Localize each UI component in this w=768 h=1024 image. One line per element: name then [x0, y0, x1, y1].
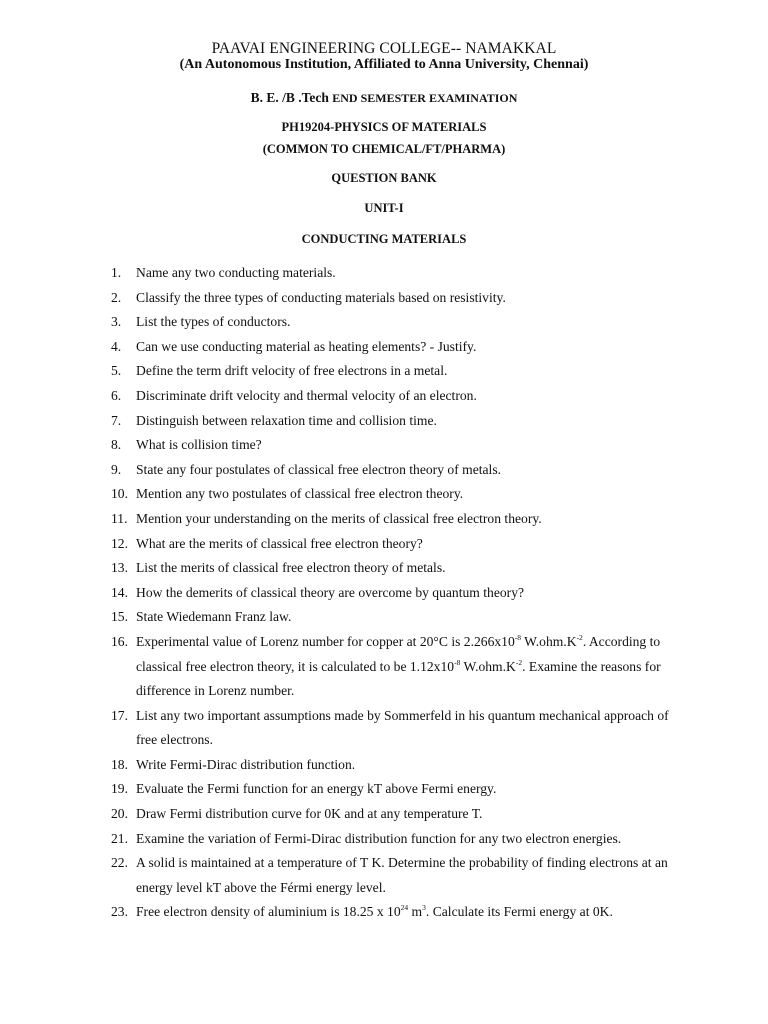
question-item [0, 359, 768, 384]
topic-heading: CONDUCTING MATERIALS [301, 232, 467, 246]
question-item [0, 802, 768, 827]
course-title: PH19204-PHYSICS OF MATERIALS [281, 120, 487, 134]
question-text: List any two important assumptions made by Sommerfeld in his quantum mechanical approach of free electrons. [136, 707, 669, 748]
question-number: 6. [111, 387, 122, 403]
question-item [0, 335, 768, 360]
question-text-segment: W.ohm.K [460, 658, 516, 674]
question-number: 10. [111, 486, 128, 502]
common-to-line: (COMMON TO CHEMICAL/FT/PHARMA) [262, 142, 506, 156]
question-number: 19. [111, 781, 128, 797]
question-number: 13. [111, 560, 128, 576]
question-item [0, 704, 768, 753]
superscript: -8 [454, 657, 461, 667]
question-number: 23. [111, 904, 128, 920]
question-text: A solid is maintained at a temperature of T K. Determine the probability of finding electrons at an energy level kT above the Férmi energy level. [136, 855, 668, 895]
exam-title [0, 90, 768, 106]
unit-heading: UNIT-I [364, 201, 404, 215]
question-item [0, 482, 768, 507]
question-text: Examine the variation of Fermi-Dirac distribution function for any two electron energies. [136, 830, 622, 846]
question-text: Draw Fermi distribution curve for 0K and at any temperature T. [136, 806, 483, 822]
question-item [0, 753, 768, 778]
question-number: 18. [111, 756, 128, 772]
question-number: 17. [111, 707, 128, 723]
question-number: 9. [111, 461, 122, 477]
question-item [0, 827, 768, 852]
question-item [0, 605, 768, 630]
superscript: -2 [576, 632, 583, 642]
question-text-segment: . According to classical free electron theory, it is calculated to be 1.12x10 [136, 633, 661, 674]
superscript: -2 [515, 657, 523, 667]
question-item [0, 507, 768, 532]
question-number: 3. [111, 314, 122, 330]
question-item [0, 851, 768, 900]
question-item [0, 310, 768, 335]
superscript: 3 [422, 903, 426, 913]
affiliation-line: (An Autonomous Institution, Affiliated to Anna University, Chennai) [179, 57, 589, 72]
question-number: 1. [111, 265, 122, 280]
question-text-segment: m [408, 904, 423, 920]
question-text: Mention your understanding on the merits of classical free electron theory. [136, 510, 542, 526]
question-text [136, 634, 661, 698]
question-number: 7. [111, 412, 122, 428]
question-number: 5. [111, 363, 122, 379]
exam-degree: B. E. /B .Tech [250, 90, 329, 105]
superscript: -8 [514, 632, 522, 642]
question-number: 22. [111, 855, 128, 871]
question-text: How the demerits of classical theory are overcome by quantum theory? [136, 584, 525, 600]
question-text: Distinguish between relaxation time and collision time. [136, 412, 437, 428]
question-text-segment: . Calculate its Fermi energy at 0K. [425, 904, 613, 920]
question-item [0, 409, 768, 434]
question-text: List the merits of classical free electron theory of metals. [136, 560, 446, 576]
question-number: 8. [111, 437, 122, 453]
question-text: Define the term drift velocity of free electrons in a metal. [136, 363, 448, 379]
question-number: 2. [111, 289, 122, 305]
question-item [0, 433, 768, 458]
question-number: 4. [111, 338, 122, 354]
question-text-segment: Experimental value of Lorenz number for copper at 20°C is 2.266x10 [136, 633, 515, 649]
question-number: 15. [111, 609, 128, 625]
college-name: PAAVAI ENGINEERING COLLEGE-- NAMAKKAL [211, 40, 557, 57]
question-number: 16. [111, 633, 128, 649]
question-text: List the types of conductors. [136, 314, 291, 330]
question-number: 14. [111, 584, 128, 600]
question-text: Evaluate the Fermi function for an energy kT above Fermi energy. [136, 781, 497, 797]
question-item [0, 532, 768, 557]
question-number: 20. [111, 806, 128, 822]
question-item [0, 261, 768, 286]
question-text: Can we use conducting material as heating elements? - Justify. [136, 338, 477, 354]
question-item [0, 458, 768, 483]
question-item [0, 900, 768, 925]
question-number: 12. [111, 535, 128, 551]
superscript: 24 [400, 903, 409, 913]
question-text: What are the merits of classical free electron theory? [136, 535, 423, 551]
question-text-segment: W.ohm.K [521, 633, 577, 649]
question-item [0, 581, 768, 606]
question-text-segment: Free electron density of aluminium is 18.25 x 10 [136, 904, 401, 920]
question-text: What is collision time? [136, 437, 262, 453]
exam-name: END SEMESTER EXAMINATION [332, 91, 518, 105]
document-type: QUESTION BANK [331, 171, 437, 185]
question-text: Name any two conducting materials. [136, 265, 336, 280]
question-item [0, 384, 768, 409]
question-text-segment: . Examine the reasons for difference in Lorenz number. [136, 658, 661, 699]
question-number: 21. [111, 830, 128, 846]
question-item [0, 286, 768, 311]
question-text: Mention any two postulates of classical free electron theory. [136, 486, 464, 502]
question-item [0, 630, 768, 704]
question-number: 11. [111, 510, 128, 526]
question-item [0, 556, 768, 581]
question-item [0, 777, 768, 802]
question-text: State Wiedemann Franz law. [136, 609, 292, 625]
question-text: Classify the three types of conducting materials based on resistivity. [136, 289, 506, 305]
question-text [136, 904, 613, 919]
question-text: State any four postulates of classical free electron theory of metals. [136, 461, 502, 477]
question-text: Write Fermi-Dirac distribution function. [136, 756, 356, 772]
question-text: Discriminate drift velocity and thermal velocity of an electron. [136, 387, 477, 403]
question-list [0, 261, 768, 925]
